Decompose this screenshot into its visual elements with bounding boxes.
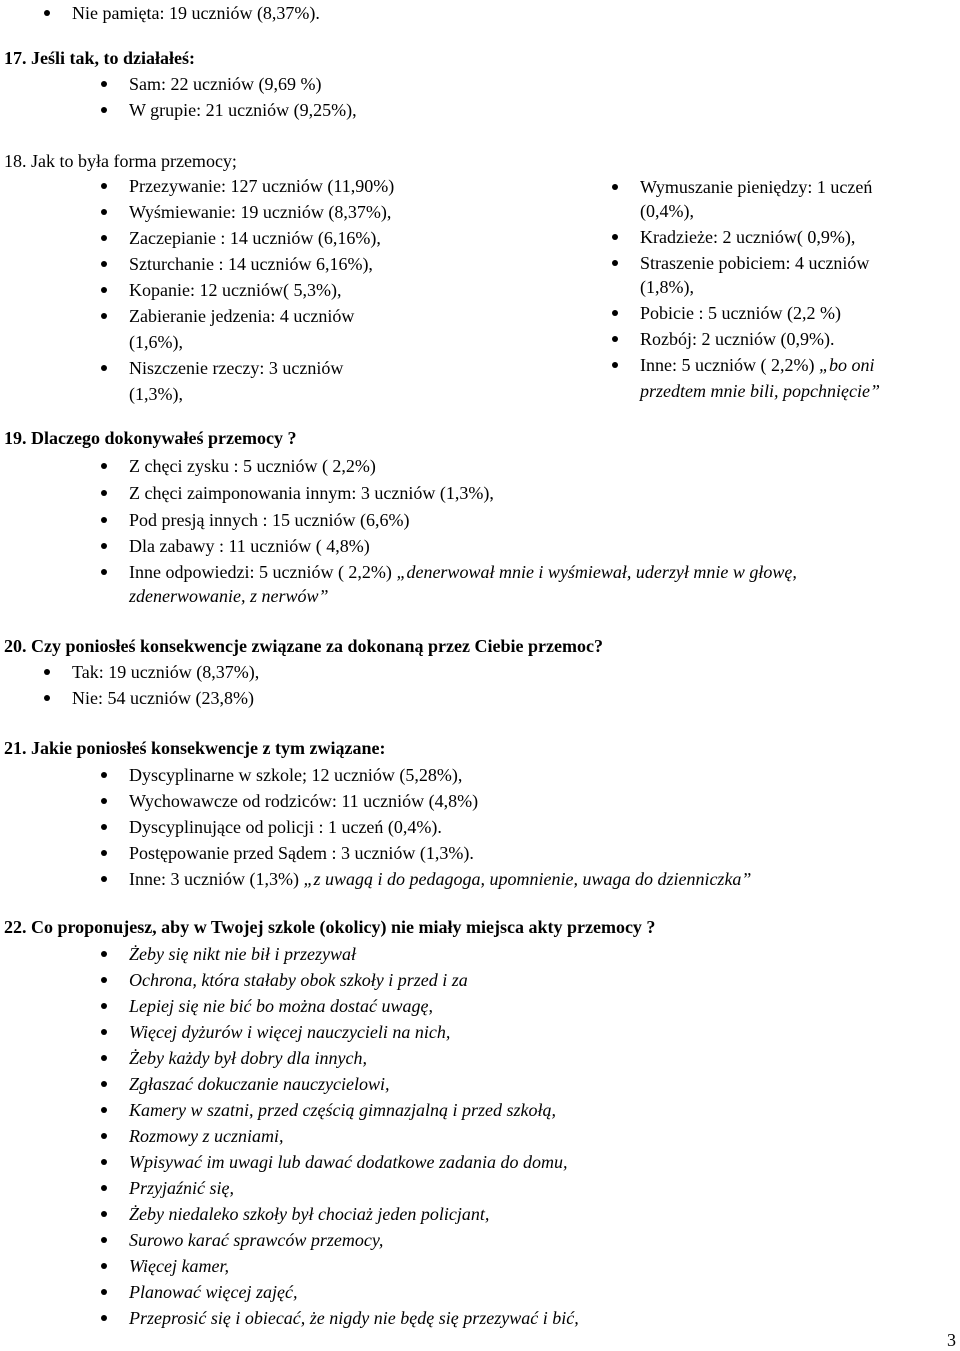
bullet-icon [101,1263,107,1269]
bullet-icon [101,107,107,113]
bullet-icon [101,798,107,804]
list-item: Wyśmiewanie: 19 uczniów (8,37%), [129,202,392,222]
bullet-icon [101,235,107,241]
list-item: Wymuszanie pieniędzy: 1 uczeń [640,177,873,197]
bullet-icon [612,310,618,316]
list-item: Nie pamięta: 19 uczniów (8,37%). [72,3,320,23]
bullet-icon [44,10,50,16]
bullet-icon [101,1289,107,1295]
quote-text: „bo oni [818,355,875,375]
list-item-continuation: (1,3%), [129,384,183,404]
list-item: W grupie: 21 uczniów (9,25%), [129,100,357,120]
list-item: Wychowawcze od rodziców: 11 uczniów (4,8%) [129,791,479,811]
bullet-icon [101,850,107,856]
list-item: Pod presją innych : 15 uczniów (6,6%) [129,510,410,530]
section-heading: 22. Co proponujesz, aby w Twojej szkole (okolicy) nie miały miejsca akty przemocy ? [4,917,656,937]
page-number: 3 [947,1330,956,1350]
bullet-icon [101,261,107,267]
list-item: Przyjaźnić się, [129,1178,234,1198]
section-heading: 17. Jeśli tak, to działałeś: [4,48,195,68]
bullet-icon [101,772,107,778]
list-item: Planować więcej zajęć, [129,1282,298,1302]
bullet-icon [101,183,107,189]
section-heading: 18. Jak to była forma przemocy; [4,151,237,171]
list-item: Dla zabawy : 11 uczniów ( 4,8%) [129,536,370,556]
bullet-icon [612,184,618,190]
quote-text: zdenerwowanie, z nerwów” [129,586,329,606]
list-item: Rozmowy z uczniami, [129,1126,284,1146]
bullet-icon [101,1237,107,1243]
list-item: Niszczenie rzeczy: 3 uczniów [129,358,344,378]
bullet-icon [101,1003,107,1009]
list-item: Tak: 19 uczniów (8,37%), [72,662,260,682]
bullet-icon [101,1159,107,1165]
list-item: Z chęci zaimponowania innym: 3 uczniów (1,3%), [129,483,494,503]
section-heading: 19. Dlaczego dokonywałeś przemocy ? [4,428,297,448]
bullet-icon [101,1185,107,1191]
list-item: Wpisywać im uwagi lub dawać dodatkowe zadania do domu, [129,1152,568,1172]
list-item: Kradzieże: 2 uczniów( 0,9%), [640,227,856,247]
bullet-icon [44,669,50,675]
bullet-icon [101,569,107,575]
bullet-icon [101,876,107,882]
quote-text: „z uwagą i do pedagoga, upomnienie, uwaga do dzienniczka” [303,869,752,889]
bullet-icon [101,313,107,319]
list-item: Straszenie pobiciem: 4 uczniów [640,253,870,273]
list-item-text: Inne: 3 uczniów (1,3%) [129,869,299,889]
list-item: Żeby każdy był dobry dla innych, [129,1048,367,1068]
bullet-icon [612,234,618,240]
list-item: Przeprosić się i obiecać, że nigdy nie będę się przezywać i bić, [129,1308,579,1328]
bullet-icon [101,824,107,830]
list-item [129,866,751,892]
bullet-icon [101,1211,107,1217]
list-item: Więcej dyżurów i więcej nauczycieli na nich, [129,1022,451,1042]
list-item: Dyscyplinujące od policji : 1 uczeń (0,4%). [129,817,442,837]
list-item-text: Inne odpowiedzi: 5 uczniów ( 2,2%) [129,562,392,582]
quote-text: „denerwował mnie i wyśmiewał, uderzył mnie w głowę, [396,562,797,582]
list-item: Zabieranie jedzenia: 4 uczniów [129,306,355,326]
bullet-icon [44,695,50,701]
list-item-continuation: (0,4%), [640,201,694,221]
bullet-icon [101,1029,107,1035]
list-item [129,559,797,585]
list-item: Żeby się nikt nie bił i przezywał [129,944,356,964]
bullet-icon [612,260,618,266]
list-item: Surowo karać sprawców przemocy, [129,1230,384,1250]
list-item [640,352,874,378]
list-item: Rozbój: 2 uczniów (0,9%). [640,329,835,349]
section-heading: 20. Czy poniosłeś konsekwencje związane za dokonaną przez Ciebie przemoc? [4,636,603,656]
list-item: Sam: 22 uczniów (9,69 %) [129,74,322,94]
list-item: Kopanie: 12 uczniów( 5,3%), [129,280,342,300]
bullet-icon [101,1107,107,1113]
list-item: Zgłaszać dokuczanie nauczycielowi, [129,1074,390,1094]
bullet-icon [101,365,107,371]
list-item: Przezywanie: 127 uczniów (11,90%) [129,176,395,196]
bullet-icon [101,543,107,549]
list-item-continuation: (1,6%), [129,332,183,352]
list-item: Lepiej się nie bić bo można dostać uwagę, [129,996,433,1016]
bullet-icon [612,362,618,368]
bullet-icon [101,1081,107,1087]
list-item: Z chęci zysku : 5 uczniów ( 2,2%) [129,456,376,476]
list-item: Szturchanie : 14 uczniów 6,16%), [129,254,373,274]
list-item: Pobicie : 5 uczniów (2,2 %) [640,303,841,323]
bullet-icon [101,81,107,87]
bullet-icon [101,1315,107,1321]
list-item: Dyscyplinarne w szkole; 12 uczniów (5,28%), [129,765,463,785]
list-item: Ochrona, która stałaby obok szkoły i przed i za [129,970,468,990]
bullet-icon [101,1055,107,1061]
list-item: Żeby niedaleko szkoły był chociaż jeden policjant, [129,1204,490,1224]
bullet-icon [101,1133,107,1139]
section-heading: 21. Jakie poniosłeś konsekwencje z tym związane: [4,738,386,758]
list-item: Postępowanie przed Sądem : 3 uczniów (1,3%). [129,843,474,863]
bullet-icon [612,336,618,342]
list-item: Kamery w szatni, przed częścią gimnazjalną i przed szkołą, [129,1100,556,1120]
list-item: Zaczepianie : 14 uczniów (6,16%), [129,228,381,248]
bullet-icon [101,287,107,293]
quote-text: przedtem mnie bili, popchnięcie” [640,381,880,401]
bullet-icon [101,977,107,983]
bullet-icon [101,463,107,469]
list-item: Więcej kamer, [129,1256,229,1276]
list-item: Nie: 54 uczniów (23,8%) [72,688,254,708]
bullet-icon [101,490,107,496]
bullet-icon [101,209,107,215]
bullet-icon [101,951,107,957]
list-item-continuation: (1,8%), [640,277,694,297]
bullet-icon [101,517,107,523]
list-item-text: Inne: 5 uczniów ( 2,2%) [640,355,815,375]
